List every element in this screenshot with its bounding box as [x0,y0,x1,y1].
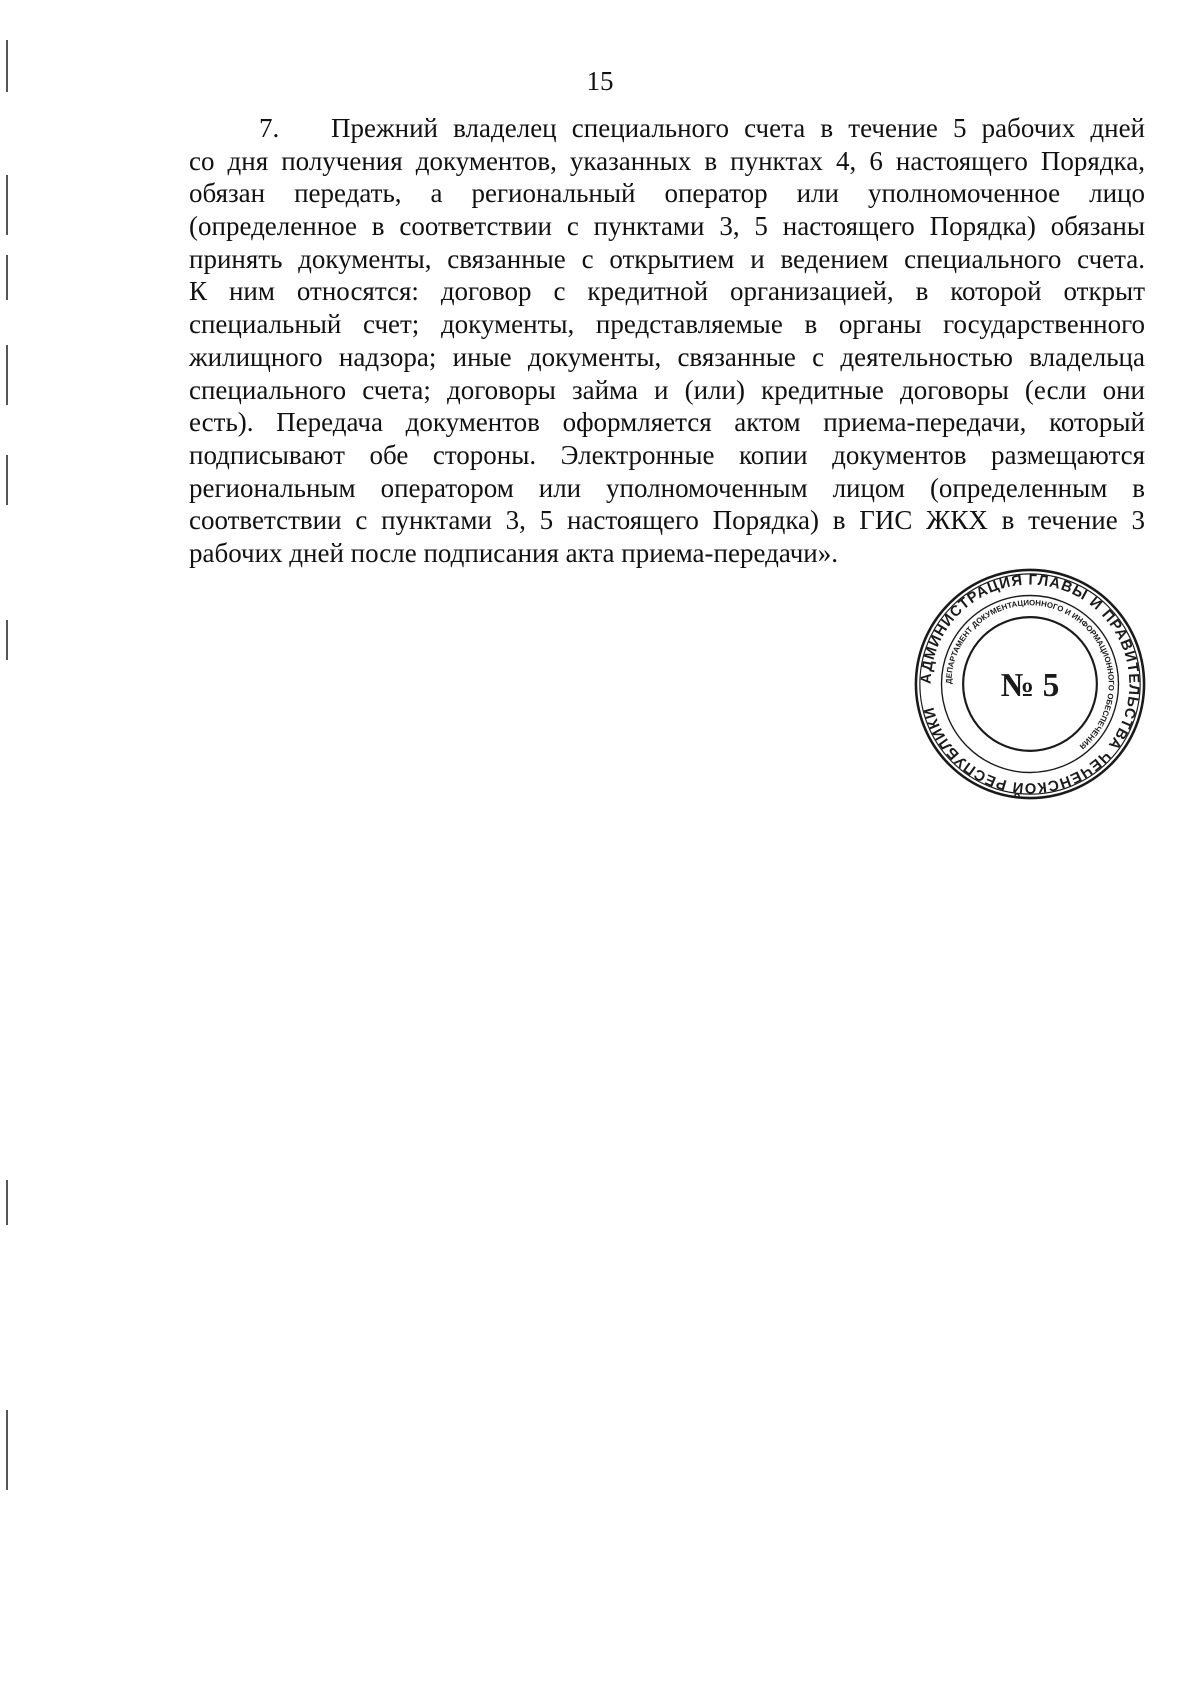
text-line: специальный счет; документы, представляемые в органы государственного [189,309,1145,340]
text-line: жилищного надзора; иные документы, связанные с деятельностью владельца [189,341,1145,372]
scan-edge-mark [6,345,8,405]
official-stamp [912,566,1148,802]
text-line: К ним относятся: договор с кредитной организацией, в которой открыт [189,276,1145,307]
stamp-outer-text: АДМИНИСТРАЦИЯ ГЛАВЫ И ПРАВИТЕЛЬСТВА ЧЕЧЕНСКОЙ РЕСПУБЛИКИ [918,572,1142,796]
text-line: подписывают обе стороны. Электронные копии документов размещаются [189,439,1145,470]
scan-edge-mark [6,1410,8,1490]
scan-edge-mark [6,620,8,660]
text-line: соответствии с пунктами 3, 5 настоящего Порядка) в ГИС ЖКХ в течение 3 [189,505,1145,536]
stamp-center-number: № 5 [1000,666,1060,704]
paragraph-7 [189,112,1145,570]
scan-edge-mark [6,175,8,235]
text-line: специального счета; договоры займа и (или) кредитные договоры (если они [189,374,1145,405]
text-line: есть). Передача документов оформляется актом приема-передачи, который [189,407,1145,438]
text-line-content: Прежний владелец специального счета в течение 5 рабочих дней [331,113,1145,143]
text-line: со дня получения документов, указанных в пунктах 4, 6 настоящего Порядка, [189,145,1145,176]
item-number: 7. [259,113,280,143]
text-line [189,112,1145,145]
stamp-inner-text: ДЕПАРТАМЕНТ ДОКУМЕНТАЦИОННОГО И ИНФОРМАЦИОННОГО ОБЕСПЕЧЕНИЯ [944,598,1116,751]
text-line: региональным оператором или уполномоченным лицом (определенным в [189,472,1145,503]
scan-edge-mark [6,255,8,300]
text-line: обязан передать, а региональный оператор или уполномоченное лицо [189,178,1145,209]
text-line: принять документы, связанные с открытием и ведением специального счета. [189,243,1145,274]
text-line: (определенное в соответствии с пунктами 3, 5 настоящего Порядка) обязаны [189,211,1145,242]
scan-edge-mark [6,1180,8,1225]
page-number: 15 [586,66,614,96]
text-line: рабочих дней после подписания акта приема-передачи». [189,537,839,568]
scan-edge-mark [6,455,8,505]
